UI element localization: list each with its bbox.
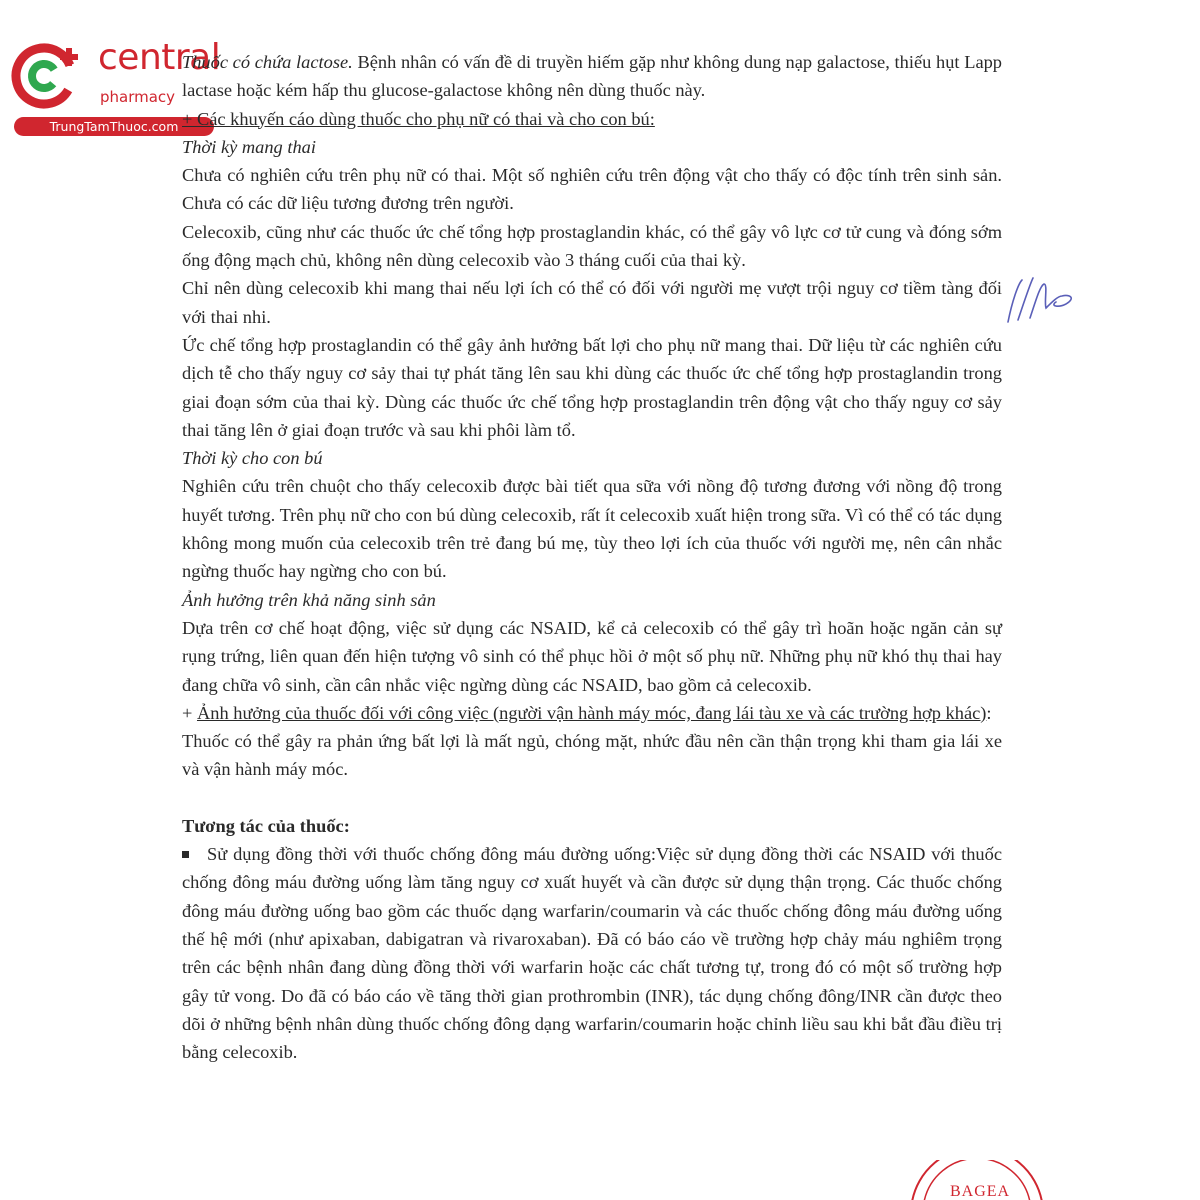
- work-section-header: [182, 699, 1002, 727]
- interactions-title: Tương tác của thuốc:: [182, 815, 350, 836]
- handwritten-signature: [1000, 262, 1080, 334]
- brand-subtitle: pharmacy: [100, 88, 176, 106]
- lactose-text: Bệnh nhân có vấn đề di truyền hiếm gặp như không dung nạp galactose, thiếu hụt Lapp lactase hoặc kém hấp thu glucose-galactose không nên dùng thuốc này.: [182, 52, 1003, 101]
- work-prefix: +: [182, 702, 197, 723]
- section-spacer: [182, 784, 1002, 812]
- pregnancy-paragraph-4: Ức chế tổng hợp prostaglandin có thể gây ảnh hưởng bất lợi cho phụ nữ mang thai. Dữ liệu từ các nghiên cứu dịch tễ cho thấy nguy cơ sảy thai tự phát tăng lên sau khi dùng các thuốc ức chế tổng hợp prostaglandin trong giai đoạn sớm của thai kỳ. Dùng các thuốc ức chế tổng hợp prostaglandin trên động vật cho thấy nguy cơ sảy thai tăng lên ở giai đoạn trước và sau khi phôi làm tổ.: [182, 334, 1002, 440]
- lactation-paragraph: Nghiên cứu trên chuột cho thấy celecoxib được bài tiết qua sữa với nồng độ tương đương với nồng độ trong huyết tương. Trên phụ nữ cho con bú dùng celecoxib, rất ít celecoxib xuất hiện trong sữa. Vì có thể có tác dụng không mong muốn của celecoxib trên trẻ đang bú mẹ, tùy theo lợi ích của thuốc với người mẹ, nên cân nhắc ngừng thuốc hay ngừng cho con bú.: [182, 476, 1002, 582]
- fertility-paragraph: Dựa trên cơ chế hoạt động, việc sử dụng các NSAID, kể cả celecoxib có thể gây trì hoãn hoặc ngăn cản sự rụng trứng, liên quan đến hiện tượng vô sinh có thể phục hồi ở một số phụ nữ. Những phụ nữ khó thụ thai hay đang chữa vô sinh, cần cân nhắc việc ngừng dùng các NSAID, bao gồm cả celecoxib.: [182, 617, 1002, 695]
- square-bullet-icon: [182, 851, 189, 858]
- interactions-text: Sử dụng đồng thời với thuốc chống đông máu đường uống:Việc sử dụng đồng thời các NSAID với thuốc chống đông máu đường uống làm tăng nguy cơ xuất huyết và cần được sử dụng thận trọng. Các thuốc chống đông máu đường uống bao gồm các thuốc dạng warfarin/coumarin và các thuốc chống đông máu đường uống thế hệ mới (như apixaban, dabigatran và rivaroxaban). Đã có báo cáo về trường hợp chảy máu nghiêm trọng trên các bệnh nhân đang dùng đồng thời với warfarin hoặc các chất tương tự, trong đó có một số trường hợp gây tử vong. Do đã có báo cáo về tăng thời gian prothrombin (INR), tác dụng chống đông/INR cần được theo dõi ở những bệnh nhân dùng thuốc chống đông dạng warfarin/coumarin hoặc chỉnh liều sau khi bắt đầu điều trị bằng celecoxib.: [182, 844, 1002, 1063]
- lactose-lead: Thuốc có chứa lactose.: [182, 52, 353, 72]
- document-body: [182, 48, 1002, 1066]
- company-stamp: [902, 1160, 1052, 1200]
- lactose-paragraph: [182, 48, 1002, 105]
- fertility-title: Ảnh hưởng trên khả năng sinh sản: [182, 589, 436, 610]
- work-title: Ảnh hưởng của thuốc đối với công việc (người vận hành máy móc, đang lái tàu xe và các trường hợp khác): [196, 702, 987, 723]
- pregnancy-paragraph-2: Celecoxib, cũng như các thuốc ức chế tổng hợp prostaglandin khác, có thể gây vô lực cơ tử cung và đóng sớm ống động mạch chủ, không nên dùng celecoxib vào 3 tháng cuối của thai kỳ.: [182, 221, 1002, 271]
- brand-name: central: [98, 37, 221, 78]
- pregnancy-paragraph-1: Chưa có nghiên cứu trên phụ nữ có thai. Một số nghiên cứu trên động vật cho thấy có độc tính trên sinh sản. Chưa có các dữ liệu tương đương trên người.: [182, 165, 1002, 214]
- stamp-text: BAGEA: [950, 1183, 1011, 1200]
- central-logo-icon: [10, 38, 90, 118]
- pregnancy-paragraph-3: Chỉ nên dùng celecoxib khi mang thai nếu lợi ích có thể có đối với người mẹ vượt trội nguy cơ tiềm tàng đối với thai nhi.: [182, 278, 1002, 327]
- work-paragraph: Thuốc có thể gây ra phản ứng bất lợi là mất ngủ, chóng mặt, nhức đầu nên cần thận trọng khi tham gia lái xe và vận hành máy móc.: [182, 731, 1002, 780]
- pregnancy-section-header: + Các khuyến cáo dùng thuốc cho phụ nữ có thai và cho con bú:: [182, 108, 655, 129]
- interactions-paragraph: [182, 840, 1002, 1066]
- work-suffix: :: [986, 702, 992, 723]
- brand-url-badge[interactable]: TrungTamThuoc.com: [14, 117, 214, 136]
- pregnancy-title: Thời kỳ mang thai: [182, 136, 316, 157]
- lactation-title: Thời kỳ cho con bú: [182, 448, 323, 469]
